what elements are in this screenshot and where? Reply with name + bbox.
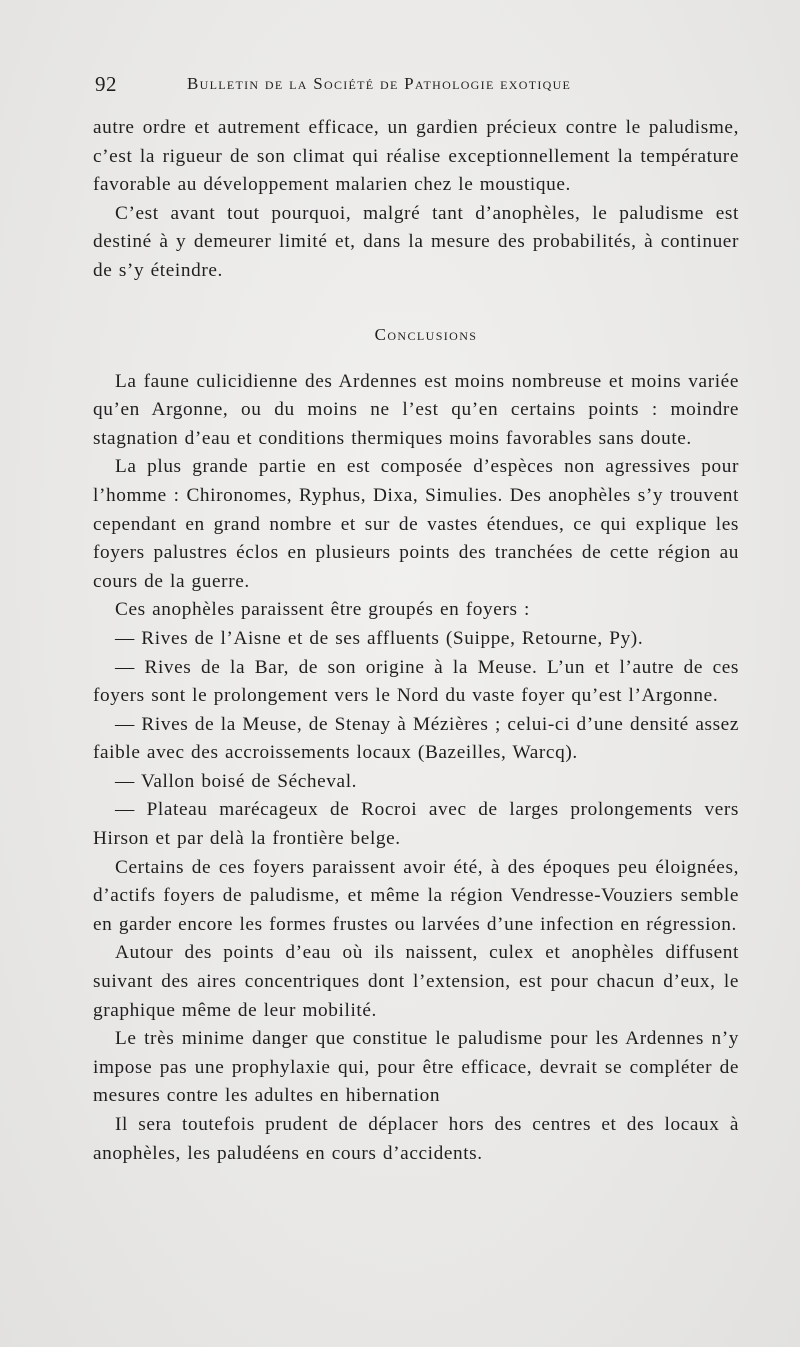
paragraph: La plus grande partie en est composée d’espèces non agressives pour l’homme : Chironomes, Ryphus, Dixa, Simulies. Des anophèles s’y trouvent cependant en grand nombre et sur de vastes étendues, ce qui explique les foyers palustres éclos en plusieurs points des tranchées de cette région au cours de la guerre. xyxy=(93,456,739,592)
list-item: — Rives de la Bar, de son origine à la Meuse. L’un et l’autre de ces foyers sont le prolongement vers le Nord du vaste foyer qu’est l’Argonne. xyxy=(93,656,739,707)
paragraph: autre ordre et autrement efficace, un gardien précieux contre le paludisme, c’est la rigueur de son climat qui réalise exceptionnellement la température favorable au développement malarien chez le moustique. xyxy=(93,117,739,196)
page-header xyxy=(95,72,740,98)
section-heading: Conclusions xyxy=(374,324,478,344)
list-item: — Rives de l’Aisne et de ses affluents (Suippe, Retourne, Py). xyxy=(115,627,644,649)
paragraph: Ces anophèles paraissent être groupés en foyers : xyxy=(115,599,530,621)
list-item: — Plateau marécageux de Rocroi avec de larges prolongements vers Hirson et par delà la frontière belge. xyxy=(93,799,739,850)
body-text xyxy=(93,114,739,1168)
paragraph: Certains de ces foyers paraissent avoir été, à des époques peu éloignées, d’actifs foyers de paludisme, et même la région Vendresse-Vouziers semble en garder encore les formes frustes ou larvées d’une infection en régression. xyxy=(93,856,739,935)
list-item: — Rives de la Meuse, de Stenay à Mézières ; celui-ci d’une densité assez faible avec des accroissements locaux (Bazeilles, Warcq). xyxy=(93,713,739,764)
paragraph: C’est avant tout pourquoi, malgré tant d’anophèles, le paludisme est destiné à y demeurer limité et, dans la mesure des probabilités, à continuer de s’y éteindre. xyxy=(93,202,739,281)
list-item: — Vallon boisé de Sécheval. xyxy=(115,770,358,792)
page-number: 92 xyxy=(95,72,117,96)
paragraph: La faune culicidienne des Ardennes est moins nombreuse et moins variée qu’en Argonne, ou du moins ne l’est qu’en certains points : moindre stagnation d’eau et conditions thermiques moins favorables sans doute. xyxy=(93,370,739,449)
paragraph: Autour des points d’eau où ils naissent, culex et anophèles diffusent suivant des aires concentriques dont l’extension, est pour chacun d’eux, le graphique même de leur mobilité. xyxy=(93,942,739,1021)
paragraph: Il sera toutefois prudent de déplacer hors des centres et des locaux à anophèles, les paludéens en cours d’accidents. xyxy=(93,1114,739,1164)
running-title: Bulletin de la Société de Pathologie exotique xyxy=(187,74,572,93)
paragraph: Le très minime danger que constitue le paludisme pour les Ardennes n’y impose pas une prophylaxie qui, pour être efficace, devrait se compléter de mesures contre les adultes en hibernation xyxy=(93,1028,739,1107)
